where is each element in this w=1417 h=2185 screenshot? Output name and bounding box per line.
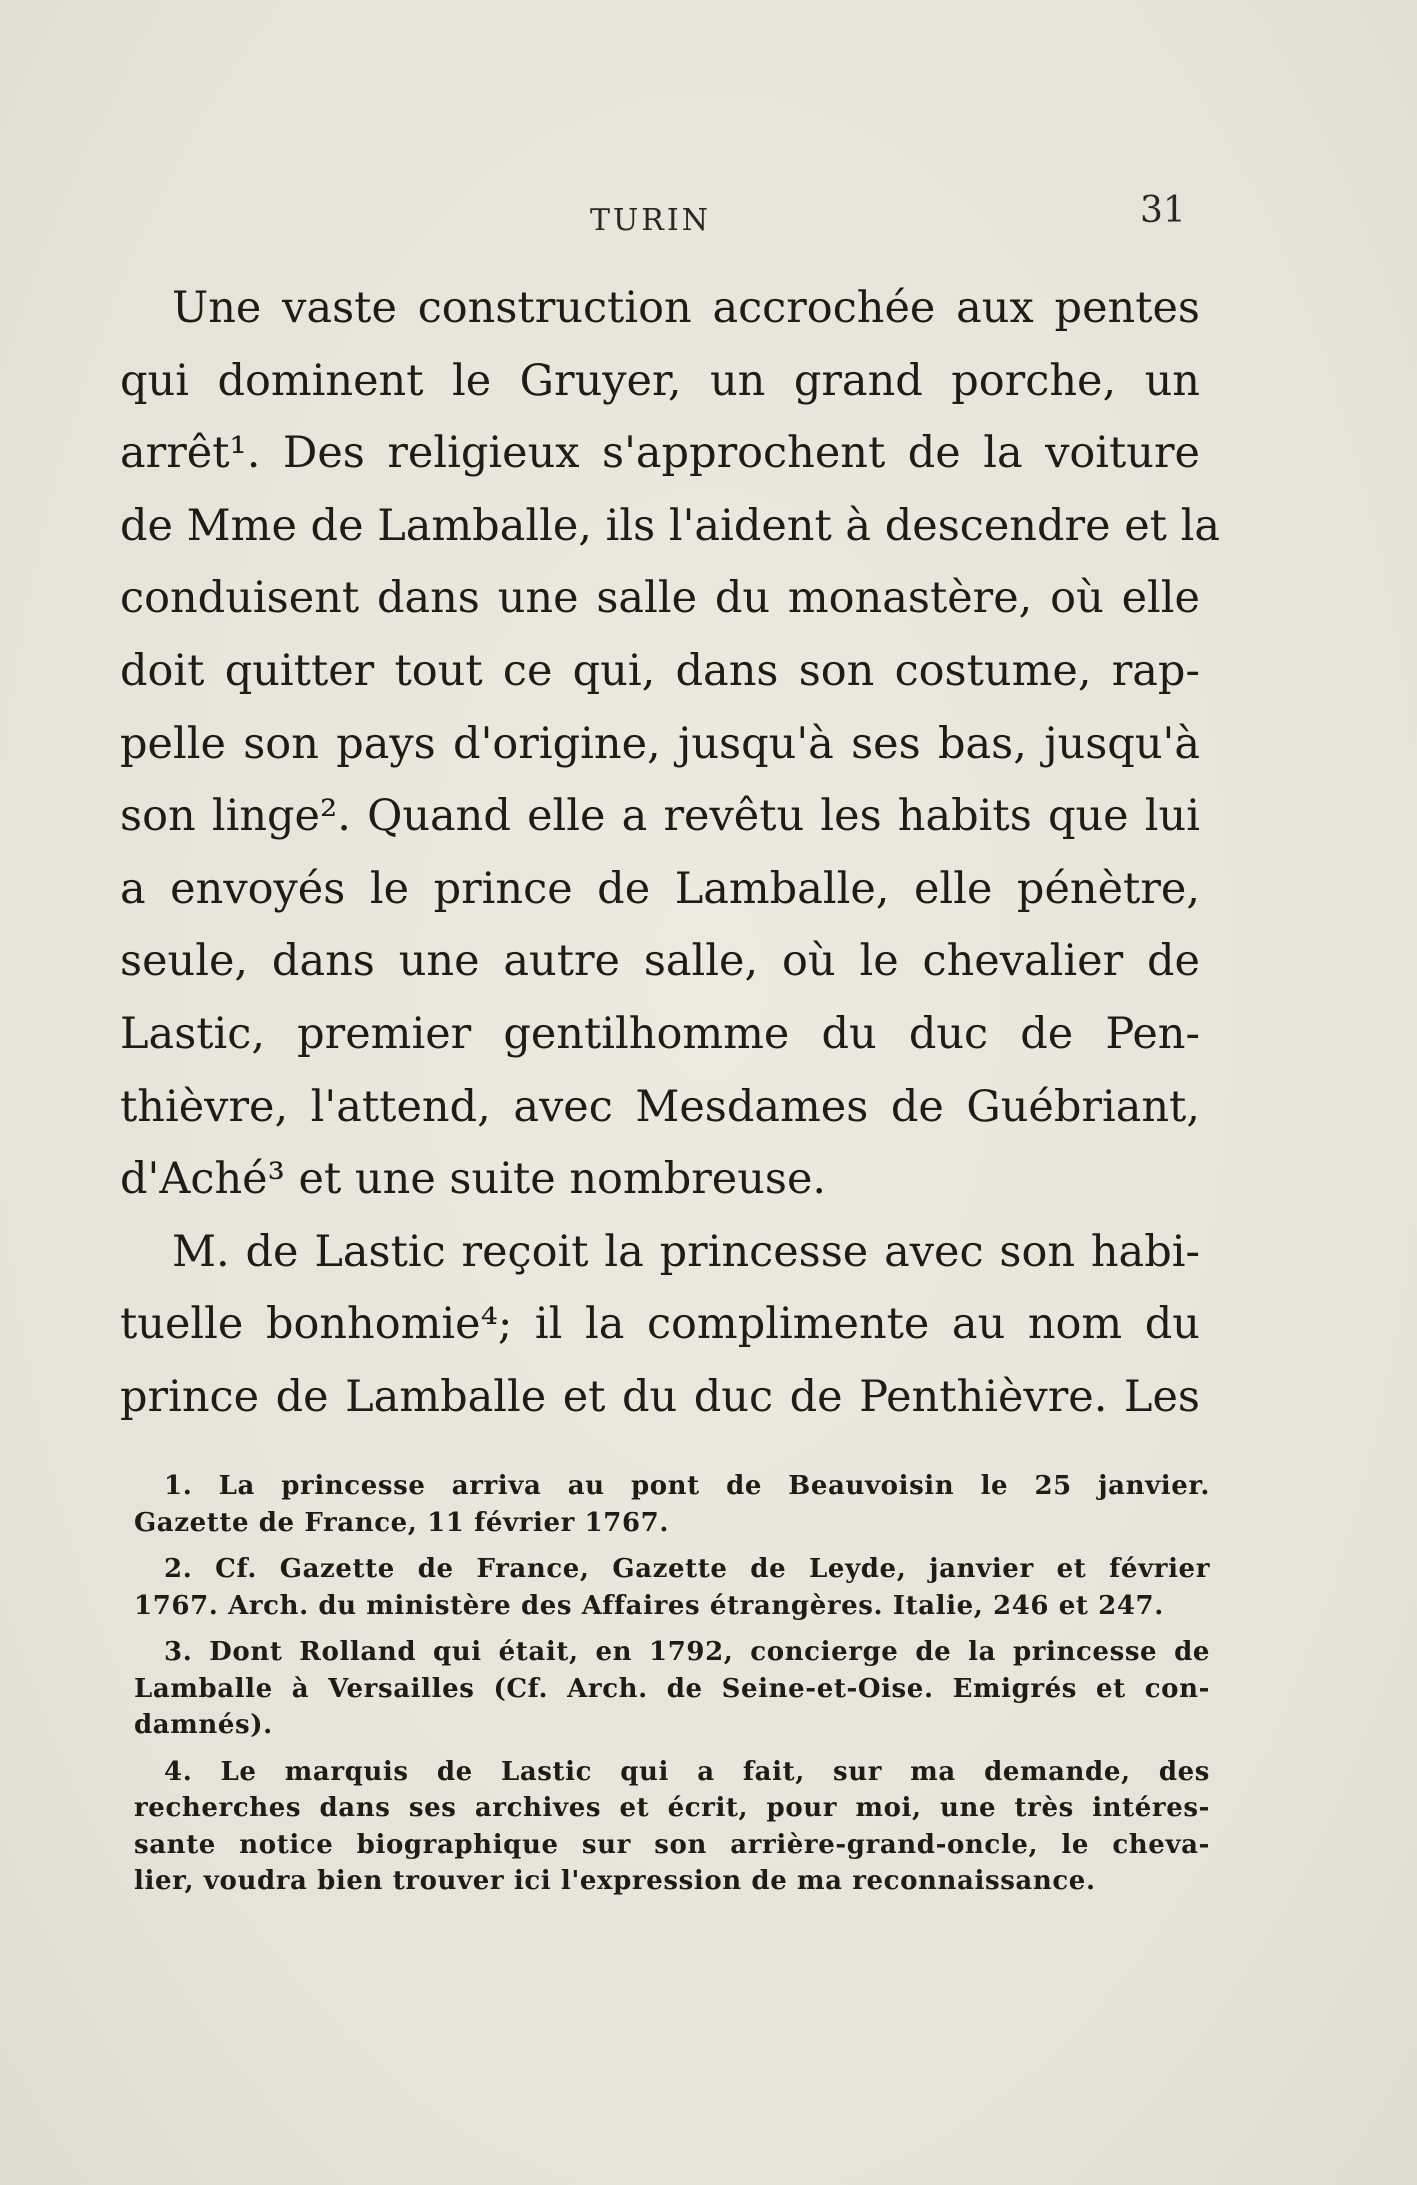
body-line: a envoyés le prince de Lamballe, elle pénètre, xyxy=(120,863,1200,914)
footnote-line: 2. Cf. Gazette de France, Gazette de Leyde, janvier et février xyxy=(164,1554,1210,1584)
body-line: conduisent dans une salle du monastère, où elle xyxy=(120,573,1200,624)
body-text xyxy=(120,272,1220,1434)
footnote-line: Gazette de France, 11 février 1767. xyxy=(134,1507,670,1538)
body-line: de Mme de Lamballe, ils l'aident à descendre et la xyxy=(120,500,1220,551)
running-header: TURIN xyxy=(590,203,711,238)
body-line: doit quitter tout ce qui, dans son costume, rap- xyxy=(120,645,1200,696)
body-line: arrêt¹. Des religieux s'approchent de la voiture xyxy=(120,428,1200,479)
body-line: prince de Lamballe et du duc de Penthièvre. Les xyxy=(120,1371,1200,1422)
footnote-line: Lamballe à Versailles (Cf. Arch. de Seine-et-Oise. Emigrés et con- xyxy=(134,1673,1210,1704)
footnote-1 xyxy=(134,1468,1210,1541)
footnote-line: recherches dans ses archives et écrit, pour moi, une très intéres- xyxy=(134,1793,1210,1823)
body-line: qui dominent le Gruyer, un grand porche, un xyxy=(120,355,1200,406)
body-line: Lastic, premier gentilhomme du duc de Pen- xyxy=(120,1008,1200,1059)
footnote-line: 1767. Arch. du ministère des Affaires étrangères. Italie, 246 et 247. xyxy=(134,1590,1164,1621)
body-line: d'Aché³ et une suite nombreuse. xyxy=(120,1154,827,1205)
footnote-line: 4. Le marquis de Lastic qui a fait, sur ma demande, des xyxy=(164,1756,1210,1787)
footnote-line: 3. Dont Rolland qui était, en 1792, concierge de la princesse de xyxy=(164,1637,1210,1667)
page-number: 31 xyxy=(1140,190,1186,231)
body-line: thièvre, l'attend, avec Mesdames de Guébriant, xyxy=(120,1081,1200,1132)
body-line: Une vaste construction accrochée aux pentes xyxy=(172,283,1200,333)
footnote-2 xyxy=(134,1551,1210,1624)
footnote-line: sante notice biographique sur son arrière-grand-oncle, le cheva- xyxy=(134,1829,1210,1860)
body-line: tuelle bonhomie⁴; il la complimente au nom du xyxy=(120,1299,1200,1350)
footnote-line: damnés). xyxy=(134,1710,273,1740)
body-line: M. de Lastic reçoit la princesse avec son habi- xyxy=(172,1226,1200,1277)
footnote-4 xyxy=(134,1754,1210,1900)
body-line: seule, dans une autre salle, où le chevalier de xyxy=(120,936,1200,987)
footnotes xyxy=(134,1468,1210,1900)
body-line: son linge². Quand elle a revêtu les habits que lui xyxy=(120,791,1200,842)
footnote-line: 1. La princesse arriva au pont de Beauvoisin le 25 janvier. xyxy=(164,1471,1210,1501)
footnote-3 xyxy=(134,1634,1210,1744)
footnote-line: lier, voudra bien trouver ici l'expression de ma reconnaissance. xyxy=(134,1866,1096,1896)
body-line: pelle son pays d'origine, jusqu'à ses bas, jusqu'à xyxy=(120,718,1200,769)
